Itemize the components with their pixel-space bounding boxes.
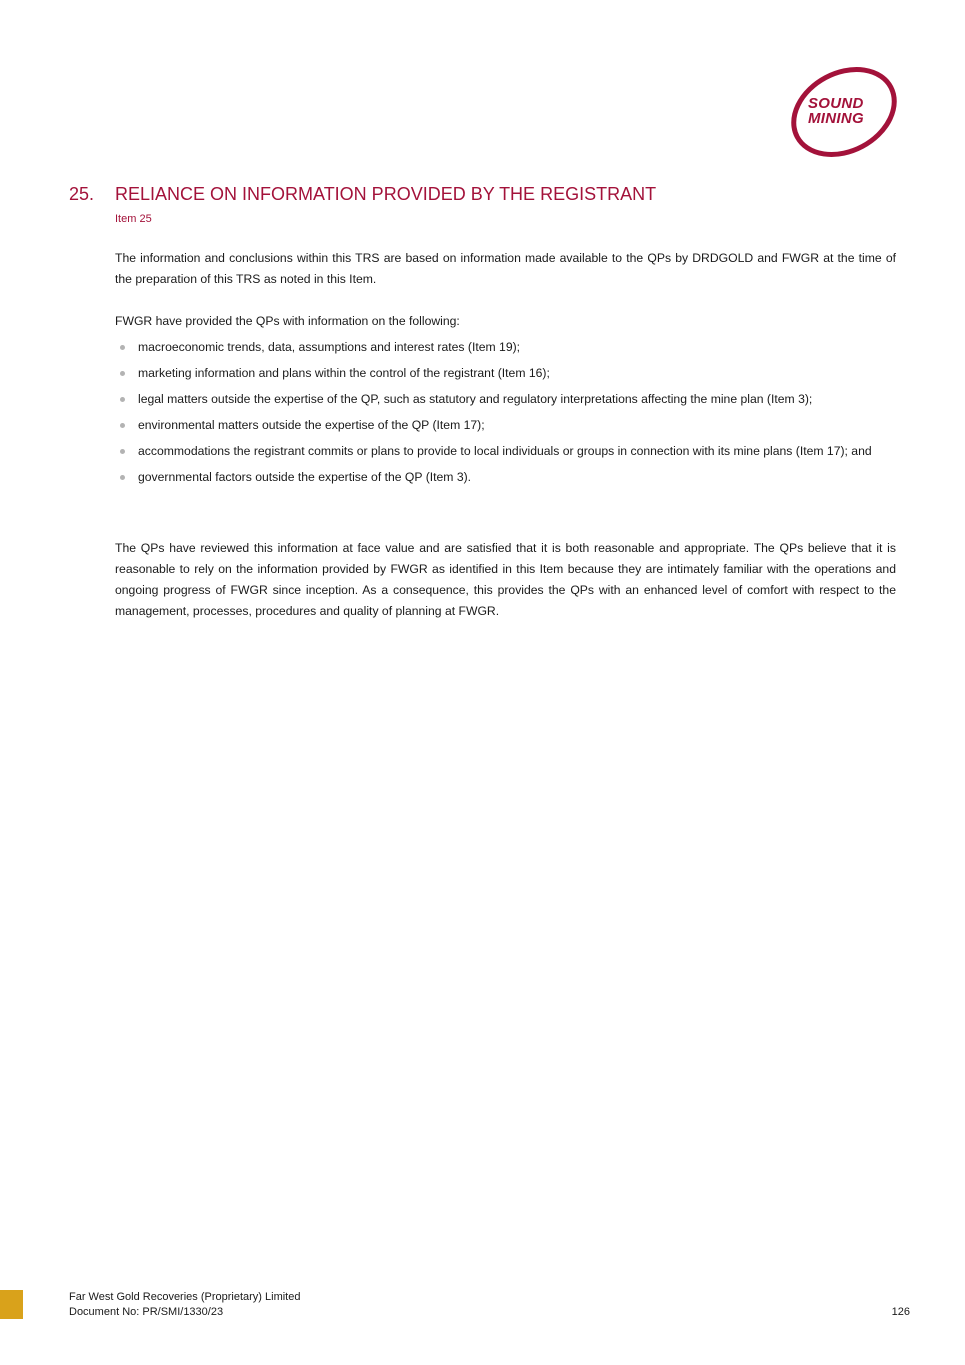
bullet-icon xyxy=(120,371,125,376)
section-number: 25. xyxy=(69,184,95,204)
item-reference: Item 25 xyxy=(115,213,152,225)
footer-accent-bar xyxy=(0,1290,23,1319)
list-item-text: legal matters outside the expertise of the QP, such as statutory and regulatory interpretations affecting the mine plan (Item 3); xyxy=(138,392,813,406)
bullet-icon xyxy=(120,449,125,454)
section-heading xyxy=(69,184,656,205)
conclusion-paragraph: The QPs have reviewed this information at face value and are satisfied that it is both reasonable and appropriate. The QPs believe that it is reasonable to rely on the information provided by FWGR as identified in this Item because they are intimately familiar with the operations and ongoing progress of FWGR since inception. As a consequence, this provides the QPs with an enhanced level of comfort with respect to the management, processes, procedures and quality of planning at FWGR. xyxy=(115,541,896,618)
list-item-text: environmental matters outside the expertise of the QP (Item 17); xyxy=(138,418,485,432)
list-item xyxy=(115,363,896,384)
sound-mining-logo xyxy=(786,66,902,158)
bullet-icon xyxy=(120,475,125,480)
list-item-text: macroeconomic trends, data, assumptions and interest rates (Item 19); xyxy=(138,340,521,354)
bullet-icon xyxy=(120,423,125,428)
list-item xyxy=(115,337,896,358)
logo-text xyxy=(808,96,878,126)
list-item xyxy=(115,389,896,410)
footer xyxy=(69,1290,300,1320)
bullet-icon xyxy=(120,397,125,402)
list-item-text: accommodations the registrant commits or plans to provide to local individuals or groups in connection with its mine plans (Item 17); and xyxy=(138,444,872,458)
list-item-text: governmental factors outside the expertise of the QP (Item 3). xyxy=(138,470,472,484)
intro-paragraph: The information and conclusions within this TRS are based on information made available to the QPs by DRDGOLD and FWGR at the time of the preparation of this TRS as noted in this Item. xyxy=(115,251,896,286)
bullet-icon xyxy=(120,345,125,350)
section-title: RELIANCE ON INFORMATION PROVIDED BY THE REGISTRANT xyxy=(115,184,657,204)
list-item xyxy=(115,415,896,436)
list-lead-paragraph: FWGR have provided the QPs with information on the following: xyxy=(115,314,460,328)
list-item xyxy=(115,467,896,488)
list-item-text: marketing information and plans within the control of the registrant (Item 16); xyxy=(138,366,550,380)
logo-line-1: SOUND xyxy=(808,95,864,112)
footer-document-number: Document No: PR/SMI/1330/23 xyxy=(69,1306,224,1318)
information-list xyxy=(115,337,896,493)
logo-line-2: MINING xyxy=(808,110,864,127)
footer-company: Far West Gold Recoveries (Proprietary) Limited xyxy=(69,1291,301,1303)
page-number: 126 xyxy=(891,1306,910,1318)
list-item xyxy=(115,441,896,462)
